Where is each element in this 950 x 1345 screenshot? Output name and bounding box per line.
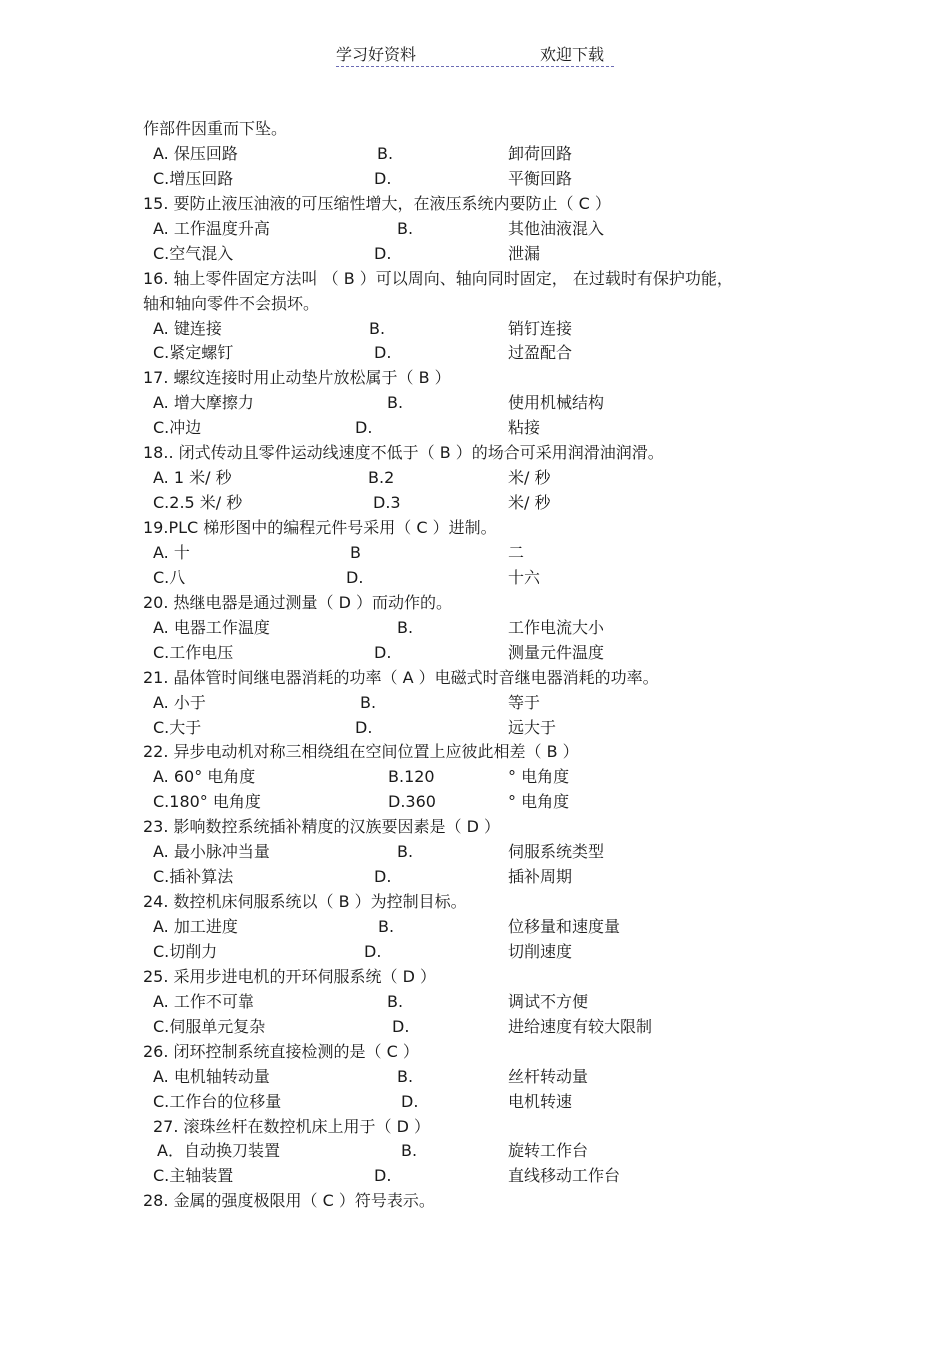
option-second-letter: B.120 <box>388 767 435 787</box>
question-text: 15. 要防止液压油液的可压缩性增大，在液压系统内要防止（ C ） <box>143 193 611 213</box>
option-second-letter: D. <box>374 1166 392 1186</box>
option-second-letter: B. <box>397 218 414 238</box>
option-second-text: 插补周期 <box>508 867 573 887</box>
question-text: 22. 异步电动机对称三相绕组在空间位置上应彼此相差（ B ） <box>143 742 579 762</box>
option-second-letter: B. <box>369 318 386 338</box>
option-row <box>143 840 843 865</box>
option-first: C.工作电压 <box>153 642 234 662</box>
option-second-text: 远大于 <box>508 717 557 737</box>
page-header <box>336 42 614 67</box>
option-second-text: 伺服系统类型 <box>508 842 605 862</box>
option-second-text: 其他油液混入 <box>508 218 605 238</box>
option-row <box>143 167 843 192</box>
option-row <box>143 1015 843 1040</box>
option-second-text: 丝杆转动量 <box>508 1066 589 1086</box>
option-row <box>143 1065 843 1090</box>
option-first: C.2.5 米/ 秒 <box>153 493 243 513</box>
option-second-text: 十六 <box>508 567 541 587</box>
option-first: A. 键连接 <box>153 318 222 338</box>
option-second-letter: B. <box>387 991 404 1011</box>
option-second-letter: D. <box>355 418 373 438</box>
option-first: C.伺服单元复杂 <box>153 1016 266 1036</box>
option-second-letter: D.3 <box>373 493 401 513</box>
option-second-letter: B. <box>397 1066 414 1086</box>
option-second-letter: D. <box>355 717 373 737</box>
option-second-text: 使用机械结构 <box>508 393 605 413</box>
question-list <box>143 117 843 1214</box>
option-row <box>143 491 843 516</box>
option-second-letter: B. <box>377 143 394 163</box>
option-second-letter: B. <box>360 692 377 712</box>
option-second-letter: B. <box>378 917 395 936</box>
option-first: C.插补算法 <box>153 867 234 887</box>
option-second-text: ° 电角度 <box>508 767 570 787</box>
option-row <box>143 990 843 1015</box>
question-text: 轴和轴向零件不会损坏。 <box>143 293 320 313</box>
option-second-letter: D. <box>374 168 392 188</box>
option-first: C.增压回路 <box>153 168 234 188</box>
option-first: A. 加工进度 <box>153 917 238 936</box>
option-second-text: 测量元件温度 <box>508 642 605 662</box>
option-row <box>143 541 843 566</box>
option-second-letter: D. <box>374 343 392 363</box>
option-row <box>143 940 843 965</box>
option-second-letter: D.360 <box>388 792 436 812</box>
option-second-text: 过盈配合 <box>508 343 573 363</box>
question-text: 26. 闭环控制系统直接检测的是（ C ） <box>143 1041 419 1061</box>
question-text: 19.PLC 梯形图中的编程元件号采用（ C ）进制。 <box>143 518 497 537</box>
option-second-text: 等于 <box>508 692 541 712</box>
option-second-letter: D. <box>401 1091 419 1111</box>
option-second-letter: D. <box>392 1016 410 1036</box>
option-row <box>143 691 843 716</box>
option-first: C.工作台的位移量 <box>153 1091 282 1111</box>
option-second-letter: D. <box>374 867 392 887</box>
option-first: A．自动换刀装置 <box>157 1141 280 1161</box>
option-second-text: 电机转速 <box>508 1091 573 1111</box>
option-second-text: 二 <box>508 542 525 562</box>
option-row <box>143 466 843 491</box>
option-row <box>143 915 843 940</box>
option-second-text: 旋转工作台 <box>508 1141 589 1161</box>
option-second-text: 直线移动工作台 <box>508 1166 621 1186</box>
option-row <box>143 1090 843 1115</box>
question-line <box>143 591 843 616</box>
option-second-text: 工作电流大小 <box>508 617 605 637</box>
question-line <box>143 666 843 691</box>
option-second-text: 进给速度有较大限制 <box>508 1016 653 1036</box>
option-first: C.紧定螺钉 <box>153 343 234 363</box>
option-first: C.主轴装置 <box>153 1166 234 1186</box>
option-second-letter: B. <box>387 393 404 413</box>
option-row <box>143 765 843 790</box>
option-first: C.大于 <box>153 717 202 737</box>
option-first: A. 十 <box>153 542 190 562</box>
question-text: 20. 热继电器是通过测量（ D ）而动作的。 <box>143 592 453 612</box>
option-row <box>143 1139 843 1164</box>
option-row <box>143 1164 843 1189</box>
question-text: 23. 影响数控系统插补精度的汉族要因素是（ D ） <box>143 817 501 837</box>
header-left-text: 学习好资料 <box>336 45 417 64</box>
option-first: C.切削力 <box>153 941 218 961</box>
option-first: A. 增大摩擦力 <box>153 393 254 413</box>
option-second-letter: D. <box>374 243 392 263</box>
option-first: A. 电机轴转动量 <box>153 1066 270 1086</box>
option-second-text: 位移量和速度量 <box>508 917 621 936</box>
option-second-letter: B <box>350 542 361 562</box>
question-line <box>143 1115 843 1140</box>
option-row <box>143 416 843 441</box>
option-row <box>143 790 843 815</box>
question-text: 28. 金属的强度极限用（ C ）符号表示。 <box>143 1191 435 1211</box>
option-second-letter: D. <box>346 567 364 587</box>
question-line <box>143 965 843 990</box>
question-text: 24. 数控机床伺服系统以（ B ）为控制目标。 <box>143 892 467 912</box>
question-line <box>143 267 843 292</box>
option-first: A. 工作不可靠 <box>153 991 254 1011</box>
question-text: 27. 滚珠丝杆在数控机床上用于（ D ） <box>153 1116 431 1136</box>
option-first: A. 电器工作温度 <box>153 617 270 637</box>
option-first: A. 小于 <box>153 692 206 712</box>
option-first: A. 60° 电角度 <box>153 767 256 787</box>
option-second-letter: B. <box>401 1141 418 1161</box>
option-second-text: 粘接 <box>508 418 541 438</box>
question-line <box>143 516 843 541</box>
question-text: 作部件因重而下坠。 <box>143 119 288 138</box>
option-row <box>143 566 843 591</box>
option-row <box>143 341 843 366</box>
option-second-letter: B. <box>397 842 414 862</box>
option-first: C.八 <box>153 567 186 587</box>
question-line <box>143 1189 843 1214</box>
option-row <box>143 317 843 342</box>
option-second-letter: B.2 <box>368 468 395 488</box>
option-row <box>143 242 843 267</box>
question-text: 25. 采用步进电机的开环伺服系统（ D ） <box>143 966 437 986</box>
option-row <box>143 217 843 242</box>
option-first: A. 保压回路 <box>153 143 238 163</box>
question-line <box>143 192 843 217</box>
option-first: A. 最小脉冲当量 <box>153 842 270 862</box>
option-second-text: 卸荷回路 <box>508 143 573 163</box>
question-text: 16. 轴上零件固定方法叫 （ B ）可以周向、轴向同时固定， 在过载时有保护功能， <box>143 268 733 288</box>
question-line <box>143 292 843 317</box>
question-line <box>143 1040 843 1065</box>
question-line <box>143 815 843 840</box>
option-second-text: 米/ 秒 <box>508 493 551 513</box>
option-second-letter: D. <box>374 642 392 662</box>
option-second-text: 泄漏 <box>508 243 541 263</box>
question-line <box>143 740 843 765</box>
question-text: 17. 螺纹连接时用止动垫片放松属于（ B ） <box>143 368 451 388</box>
option-first: C.空气混入 <box>153 243 234 263</box>
option-second-text: 切削速度 <box>508 941 573 961</box>
option-second-text: ° 电角度 <box>508 792 570 812</box>
option-first: C.180° 电角度 <box>153 792 261 812</box>
option-row <box>143 616 843 641</box>
question-line <box>143 441 843 466</box>
option-row <box>143 142 843 167</box>
question-text: 18.. 闭式传动且零件运动线速度不低于（ B ）的场合可采用润滑油润滑。 <box>143 443 664 463</box>
option-second-letter: D. <box>364 941 382 961</box>
option-row <box>143 865 843 890</box>
header-right-text: 欢迎下载 <box>540 45 605 64</box>
question-text: 21. 晶体管时间继电器消耗的功率（ A ）电磁式时音继电器消耗的功率。 <box>143 667 659 687</box>
question-line <box>143 890 843 915</box>
option-second-text: 平衡回路 <box>508 168 573 188</box>
option-second-text: 销钉连接 <box>508 318 573 338</box>
option-row <box>143 391 843 416</box>
option-first: C.冲边 <box>153 418 202 438</box>
question-line <box>143 366 843 391</box>
option-row <box>143 716 843 741</box>
option-first: A. 1 米/ 秒 <box>153 468 232 488</box>
option-first: A. 工作温度升高 <box>153 218 270 238</box>
option-row <box>143 641 843 666</box>
option-second-text: 米/ 秒 <box>508 468 551 488</box>
option-second-letter: B. <box>397 617 414 637</box>
option-second-text: 调试不方便 <box>508 991 589 1011</box>
question-line <box>143 117 843 142</box>
